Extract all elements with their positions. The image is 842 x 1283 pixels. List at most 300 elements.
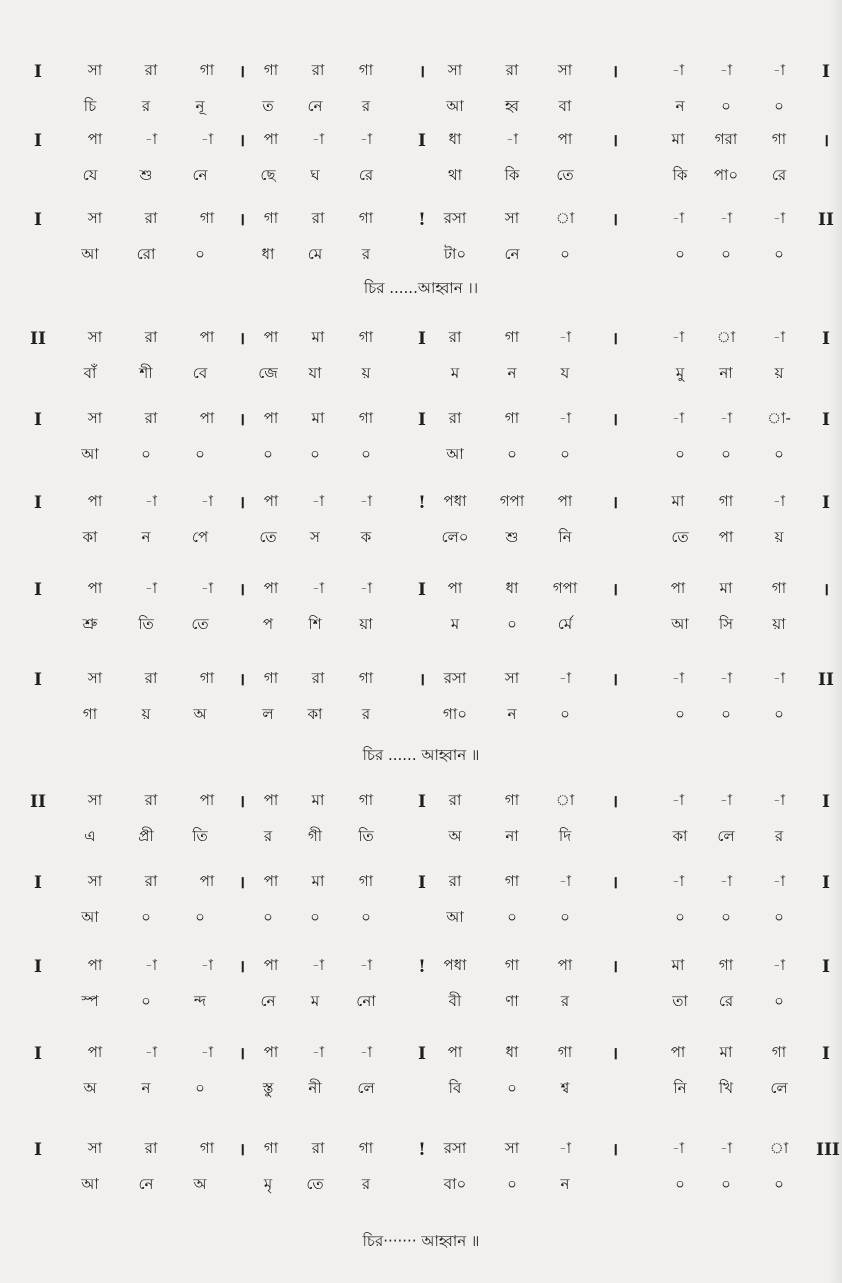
swara-note: -া [144, 492, 158, 510]
swara-note: গা [557, 1043, 573, 1061]
swara-note: -া [144, 130, 158, 148]
lyric-syllable: আ [446, 908, 464, 926]
lyric-syllable: স্প [81, 992, 99, 1010]
swara-note: পা [263, 579, 279, 597]
swara-note: গা [771, 1043, 787, 1061]
swara-note: া [555, 791, 575, 809]
swara-note: -া [671, 61, 685, 79]
swara-note: সা [87, 209, 103, 227]
lyric-syllable: আ [81, 908, 99, 926]
swara-note: পা [447, 579, 463, 597]
lyric-syllable: পা০ [713, 166, 739, 184]
lyric-syllable: স [310, 528, 320, 546]
bar-line: । [611, 410, 619, 430]
swara-note: সা [504, 669, 520, 687]
swara-row [0, 486, 842, 522]
swara-row [0, 663, 842, 699]
swara-row [0, 1133, 842, 1169]
swara-note: -া [719, 409, 733, 427]
notation-block [0, 322, 842, 402]
swara-note: -া [558, 669, 572, 687]
lyric-syllable: ০ [195, 445, 205, 463]
bar-line: । [611, 210, 619, 230]
swara-note: -া [359, 492, 373, 510]
swara-note: পা [557, 130, 573, 148]
notation-block [0, 486, 842, 566]
lyric-syllable: চি [83, 97, 97, 115]
bar-line: । [611, 131, 619, 151]
lyric-syllable: ০ [141, 908, 151, 926]
notation-block [0, 785, 842, 865]
bar-line: I [34, 670, 42, 690]
bar-line: I [34, 1044, 42, 1064]
swara-note: গা [771, 130, 787, 148]
lyric-syllable: হ্ব [504, 97, 519, 115]
swara-note: গা [263, 209, 279, 227]
swara-note: গা [358, 669, 374, 687]
swara-note: গা [504, 872, 520, 890]
swara-note: গরা [714, 130, 738, 148]
lyric-syllable: ০ [774, 705, 784, 723]
notation-block [0, 403, 842, 483]
bar-line: II [818, 210, 834, 230]
lyric-syllable: ০ [507, 1079, 517, 1097]
lyric-syllable: ০ [310, 445, 320, 463]
swara-note: গা [263, 61, 279, 79]
bar-line: I [34, 873, 42, 893]
swara-note: মা [311, 872, 325, 890]
swara-note: গা [504, 328, 520, 346]
lyric-syllable: বী [448, 992, 462, 1010]
lyric-syllable: র্মে [557, 615, 573, 633]
swara-note: গা [199, 61, 215, 79]
lyric-syllable: ০ [721, 97, 731, 115]
swara-note: রা [144, 409, 158, 427]
lyric-syllable: ০ [195, 908, 205, 926]
lyric-syllable: য় [774, 364, 784, 382]
lyric-syllable: নে [260, 992, 276, 1010]
swara-note: গা [504, 791, 520, 809]
swara-note: -া [719, 61, 733, 79]
swara-note: সা [87, 791, 103, 809]
lyric-syllable: র [774, 827, 784, 845]
swara-note: -া [671, 209, 685, 227]
swara-note: -া [200, 130, 214, 148]
lyric-syllable: থা [447, 166, 463, 184]
swara-note: পা [263, 328, 279, 346]
swara-note: া- [767, 409, 791, 427]
swara-note: পা [263, 409, 279, 427]
lyric-syllable: ০ [675, 908, 685, 926]
swara-note: পা [557, 956, 573, 974]
lyric-syllable: প [262, 615, 274, 633]
bar-line: । [238, 131, 246, 151]
lyric-syllable: রো [136, 245, 156, 263]
lyric-syllable: ০ [560, 445, 570, 463]
bar-line: । [238, 1140, 246, 1160]
swara-note: গা [263, 1139, 279, 1157]
lyric-syllable: যে [82, 166, 98, 184]
bar-line: । [611, 670, 619, 690]
bar-line: । [611, 792, 619, 812]
bar-line: । [822, 131, 830, 151]
swara-note: পা [557, 492, 573, 510]
bar-line: । [822, 580, 830, 600]
swara-note: -া [311, 130, 325, 148]
bar-line: I [822, 62, 830, 82]
swara-note: পা [263, 1043, 279, 1061]
bar-line: ! [418, 957, 426, 977]
swara-note: -া [359, 130, 373, 148]
lyric-row [0, 699, 842, 735]
lyric-syllable: যা [308, 364, 322, 382]
swara-note: রা [448, 409, 462, 427]
swara-note: সা [447, 61, 463, 79]
bar-line: I [34, 410, 42, 430]
swara-row [0, 322, 842, 358]
lyric-row [0, 986, 842, 1022]
lyric-syllable: তে [306, 1175, 324, 1193]
lyric-syllable: তে [259, 528, 277, 546]
lyric-syllable: গী [307, 827, 323, 845]
notation-block [0, 950, 842, 1030]
lyric-syllable: জে [258, 364, 278, 382]
lyric-row [0, 91, 842, 127]
swara-note: -া [558, 409, 572, 427]
bar-line: । [238, 210, 246, 230]
lyric-syllable: নো [356, 992, 376, 1010]
swara-note: পা [447, 1043, 463, 1061]
lyric-syllable: তে [191, 615, 209, 633]
lyric-syllable: লে [357, 1079, 375, 1097]
swara-note: পা [263, 492, 279, 510]
swara-row [0, 573, 842, 609]
lyric-syllable: পে [191, 528, 209, 546]
bar-line: । [238, 670, 246, 690]
lyric-syllable: লে [770, 1079, 788, 1097]
bar-line: II [818, 670, 834, 690]
swara-note: া [555, 209, 575, 227]
swara-note: -া [558, 1139, 572, 1157]
lyric-syllable: মৃ [263, 1175, 273, 1193]
swara-note: সা [87, 669, 103, 687]
bar-line: ! [418, 1140, 426, 1160]
swara-note: -া [144, 956, 158, 974]
lyric-syllable: ০ [263, 445, 273, 463]
bar-line: । [611, 493, 619, 513]
lyric-syllable: অ [448, 827, 462, 845]
swara-note: -া [719, 209, 733, 227]
swara-note: রসা [443, 1139, 467, 1157]
lyric-syllable: না [505, 827, 519, 845]
swara-note: পা [87, 492, 103, 510]
bar-line: I [418, 792, 426, 812]
lyric-syllable: আ [446, 445, 464, 463]
lyric-syllable: ম [450, 615, 460, 633]
swara-note: পা [87, 1043, 103, 1061]
swara-note: রা [144, 791, 158, 809]
swara-note: রা [144, 669, 158, 687]
lyric-syllable: অ [193, 705, 207, 723]
notation-block [0, 124, 842, 204]
bar-line: I [418, 131, 426, 151]
lyric-syllable: তা [672, 992, 688, 1010]
refrain-line: চির······· আহ্বান ॥ [362, 1232, 480, 1250]
swara-note: -া [671, 409, 685, 427]
lyric-syllable: র [361, 705, 371, 723]
refrain-line: চির ......আহ্বান ।। [363, 279, 479, 297]
bar-line: I [34, 131, 42, 151]
lyric-syllable: সি [718, 615, 734, 633]
lyric-syllable: য [560, 364, 570, 382]
lyric-row [0, 1169, 842, 1205]
bar-line: । [238, 1044, 246, 1064]
bar-line: । [238, 62, 246, 82]
bar-line: I [418, 1044, 426, 1064]
swara-note: সা [87, 328, 103, 346]
lyric-syllable: বা [558, 97, 572, 115]
swara-note: -া [311, 1043, 325, 1061]
lyric-syllable: শু [139, 166, 153, 184]
lyric-syllable: ০ [560, 908, 570, 926]
bar-line: I [822, 410, 830, 430]
lyric-syllable: এ [84, 827, 96, 845]
bar-line: । [238, 329, 246, 349]
lyric-syllable: য় [141, 705, 151, 723]
bar-line: ! [418, 210, 426, 230]
swara-note: -া [719, 791, 733, 809]
swara-note: া [769, 1139, 789, 1157]
lyric-row [0, 609, 842, 645]
swara-note: পা [87, 956, 103, 974]
swara-note: রা [144, 328, 158, 346]
lyric-syllable: বি [448, 1079, 462, 1097]
swara-note: রা [311, 1139, 325, 1157]
bar-line: । [238, 873, 246, 893]
notation-block [0, 1133, 842, 1213]
lyric-syllable: রে [771, 166, 787, 184]
bar-line: I [34, 493, 42, 513]
lyric-syllable: ০ [721, 245, 731, 263]
swara-note: মা [719, 1043, 733, 1061]
swara-note: পা [670, 579, 686, 597]
swara-note: -া [671, 328, 685, 346]
lyric-row [0, 358, 842, 394]
swara-note: রা [311, 61, 325, 79]
swara-row [0, 55, 842, 91]
bar-line: III [816, 1140, 840, 1160]
swara-note: রা [448, 791, 462, 809]
swara-note: -া [359, 956, 373, 974]
swara-note: পা [199, 872, 215, 890]
lyric-syllable: ০ [560, 245, 570, 263]
swara-note: রা [311, 669, 325, 687]
refrain-line: চির ...... আহ্বান ॥ [362, 746, 480, 764]
lyric-syllable: ন [141, 528, 151, 546]
swara-note: -া [200, 492, 214, 510]
lyric-syllable: র [263, 827, 273, 845]
lyric-syllable: গা০ [443, 705, 467, 723]
lyric-syllable: য়া [772, 615, 786, 633]
swara-note: গা [358, 61, 374, 79]
lyric-syllable: কি [672, 166, 688, 184]
swara-note: গপা [552, 579, 578, 597]
lyric-row [0, 1073, 842, 1109]
swara-note: গা [358, 791, 374, 809]
swara-note: -া [719, 872, 733, 890]
swara-note: গা [504, 409, 520, 427]
lyric-syllable: ০ [141, 445, 151, 463]
lyric-syllable: ০ [774, 908, 784, 926]
swara-note: -া [311, 956, 325, 974]
lyric-syllable: অ [193, 1175, 207, 1193]
swara-note: গা [718, 956, 734, 974]
lyric-syllable: ম [450, 364, 460, 382]
swara-note: রা [311, 209, 325, 227]
lyric-syllable: বাঁ [83, 364, 97, 382]
swara-note: -া [719, 669, 733, 687]
lyric-syllable: অ [83, 1079, 97, 1097]
swara-note: মা [671, 956, 685, 974]
swara-note: পা [263, 791, 279, 809]
lyric-syllable: তে [671, 528, 689, 546]
lyric-syllable: না [719, 364, 733, 382]
lyric-syllable: য় [774, 528, 784, 546]
swara-note: মা [311, 791, 325, 809]
lyric-syllable: আ [81, 245, 99, 263]
swara-note: মা [311, 328, 325, 346]
lyric-syllable: র [560, 992, 570, 1010]
lyric-syllable: শ্রু [82, 615, 98, 633]
swara-note: -া [671, 669, 685, 687]
swara-note: -া [772, 872, 786, 890]
lyric-syllable: ০ [195, 1079, 205, 1097]
swara-note: সা [504, 209, 520, 227]
lyric-syllable: লে০ [441, 528, 469, 546]
bar-line: । [611, 329, 619, 349]
swara-note: মা [671, 130, 685, 148]
swara-note: পা [199, 791, 215, 809]
bar-line: । [611, 873, 619, 893]
swara-note: -া [772, 209, 786, 227]
bar-line: । [238, 580, 246, 600]
lyric-syllable: য়া [359, 615, 373, 633]
bar-line: ! [418, 493, 426, 513]
bar-line: I [418, 410, 426, 430]
lyric-syllable: র [361, 245, 371, 263]
swara-note: ধা [448, 130, 462, 148]
lyric-syllable: ল [262, 705, 274, 723]
lyric-syllable: ক [360, 528, 372, 546]
lyric-syllable: ঘ [310, 166, 320, 184]
swara-note: গা [199, 209, 215, 227]
lyric-syllable: ম [310, 992, 320, 1010]
swara-note: মা [311, 409, 325, 427]
lyric-syllable: কি [504, 166, 520, 184]
swara-note: পধা [443, 492, 467, 510]
swara-note: -া [772, 61, 786, 79]
swara-note: পা [263, 872, 279, 890]
lyric-syllable: ০ [774, 992, 784, 1010]
swara-note: -া [359, 1043, 373, 1061]
swara-note: -া [558, 872, 572, 890]
swara-row [0, 785, 842, 821]
swara-note: ধা [505, 579, 519, 597]
lyric-syllable: নূ [195, 97, 205, 115]
swara-note: পা [199, 328, 215, 346]
swara-note: রসা [443, 669, 467, 687]
lyric-syllable: পা [718, 528, 734, 546]
swara-note: -া [719, 1139, 733, 1157]
lyric-syllable: আ [81, 1175, 99, 1193]
swara-row [0, 1037, 842, 1073]
lyric-syllable: ০ [675, 1175, 685, 1193]
lyric-syllable: প্রী [138, 827, 154, 845]
bar-line: I [822, 957, 830, 977]
lyric-syllable: তি [358, 827, 374, 845]
lyric-syllable: গা [82, 705, 98, 723]
swara-note: রা [448, 328, 462, 346]
swara-row [0, 124, 842, 160]
swara-note: ধা [505, 1043, 519, 1061]
lyric-syllable: ০ [721, 908, 731, 926]
swara-note: -া [505, 130, 519, 148]
lyric-syllable: আ [446, 97, 464, 115]
lyric-syllable: য় [361, 364, 371, 382]
swara-note: রা [144, 872, 158, 890]
swara-note: -া [671, 791, 685, 809]
lyric-syllable: বা০ [443, 1175, 467, 1193]
swara-note: রা [144, 61, 158, 79]
lyric-syllable: ন [507, 705, 517, 723]
swara-note: মা [719, 579, 733, 597]
notation-block [0, 573, 842, 653]
swara-note: পা [199, 409, 215, 427]
swara-note: পা [87, 130, 103, 148]
swara-note: গা [771, 579, 787, 597]
swara-note: রা [505, 61, 519, 79]
swara-note: -া [144, 1043, 158, 1061]
lyric-syllable: ০ [675, 445, 685, 463]
bar-line: । [418, 62, 426, 82]
swara-note: মা [671, 492, 685, 510]
lyric-syllable: র [141, 97, 151, 115]
swara-note: -া [772, 956, 786, 974]
lyric-row [0, 821, 842, 857]
swara-note: -া [200, 956, 214, 974]
lyric-syllable: শি [308, 615, 322, 633]
lyric-row [0, 902, 842, 938]
bar-line: I [822, 1044, 830, 1064]
swara-note: -া [359, 579, 373, 597]
lyric-syllable: ০ [361, 908, 371, 926]
swara-note: া [716, 328, 736, 346]
lyric-syllable: ন [141, 1079, 151, 1097]
swara-note: -া [200, 1043, 214, 1061]
swara-note: গা [199, 669, 215, 687]
lyric-syllable: শ্ব [560, 1079, 570, 1097]
bar-line: I [418, 329, 426, 349]
swara-note: গা [358, 209, 374, 227]
lyric-syllable: ০ [141, 992, 151, 1010]
lyric-syllable: টা০ [443, 245, 467, 263]
lyric-syllable: নি [673, 1079, 687, 1097]
lyric-syllable: লে [717, 827, 735, 845]
bar-line: I [822, 493, 830, 513]
lyric-syllable: ধা [261, 245, 275, 263]
lyric-syllable: ০ [721, 445, 731, 463]
lyric-syllable: খি [718, 1079, 734, 1097]
